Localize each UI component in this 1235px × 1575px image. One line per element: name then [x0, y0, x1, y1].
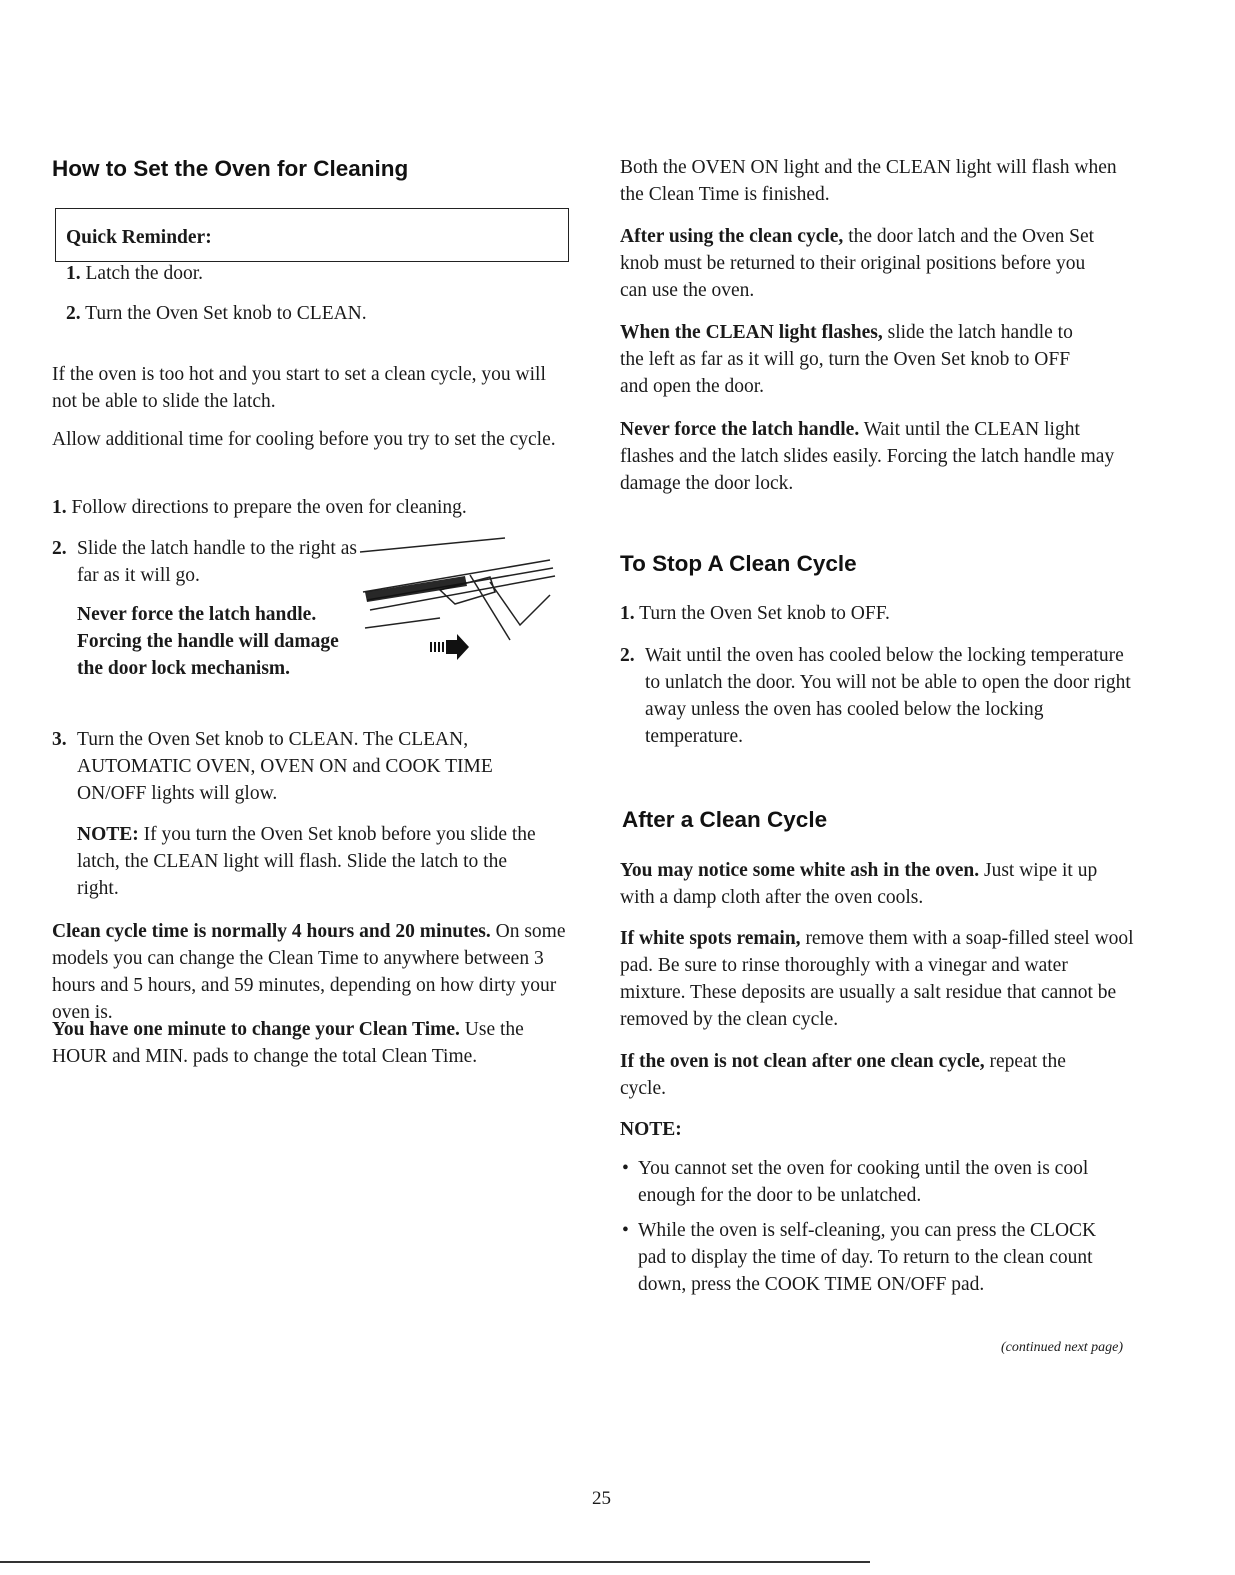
clean-light-text: slide the latch handle to the left as far as it will go, turn the Oven Set knob to OFF and open the door.: [620, 322, 1073, 397]
step-1-number: 1.: [52, 497, 67, 518]
clean-time-bold: Clean cycle time is normally 4 hours and 20 minutes.: [52, 921, 491, 942]
bullet-1: You cannot set the oven for cooking until the oven is cool enough for the door to be unlatched.: [638, 1158, 1089, 1206]
cooling-paragraph: Allow additional time for cooling before you try to set the cycle.: [52, 429, 556, 450]
bullet-1-dot: •: [622, 1158, 629, 1179]
latch-illustration: [345, 530, 570, 665]
stop-step-2-text: Wait until the oven has cooled below the locking temperature to unlatch the door. You will not be able to open the door right away unless the oven has cooled below the locking temperature.: [645, 645, 1131, 747]
clean-light-bold: When the CLEAN light flashes,: [620, 322, 883, 343]
stop-clean-cycle-heading: To Stop A Clean Cycle: [620, 551, 857, 576]
clean-light-paragraph: [620, 319, 1090, 400]
never-force-paragraph: [620, 416, 1115, 497]
step-3-text: Turn the Oven Set knob to CLEAN. The CLEAN, AUTOMATIC OVEN, OVEN ON and COOK TIME ON/OFF lights will glow.: [77, 729, 493, 804]
right-note-label: NOTE:: [620, 1119, 682, 1140]
bullet-2: While the oven is self-cleaning, you can press the CLOCK pad to display the time of day. To return to the clean count down, press the COOK TIME ON/OFF pad.: [638, 1220, 1097, 1295]
never-force-bold: Never force the latch handle.: [620, 419, 860, 440]
not-clean-text: repeat the cycle.: [620, 1051, 1066, 1099]
stop-step-1-number: 1.: [620, 603, 635, 624]
one-minute-text: Use the HOUR and MIN. pads to change the total Clean Time.: [52, 1019, 524, 1067]
page-number: 25: [592, 1488, 611, 1509]
continued-next-page: (continued next page): [1001, 1340, 1124, 1355]
white-spots-bold: If white spots remain,: [620, 928, 801, 949]
bottom-rule: [0, 1561, 870, 1563]
white-spots-paragraph: [620, 925, 1135, 1033]
note-text: If you turn the Oven Set knob before you slide the latch, the CLEAN light will flash. Slide the latch to the right.: [77, 824, 536, 899]
step-3-number: 3.: [52, 729, 67, 750]
reminder-step-1-number: 1.: [66, 263, 81, 284]
step-2-number: 2.: [52, 538, 67, 559]
page-title: How to Set the Oven for Cleaning: [52, 156, 409, 181]
flash-finished-paragraph: Both the OVEN ON light and the CLEAN light will flash when the Clean Time is finished.: [620, 157, 1117, 205]
clean-time-text: On some models you can change the Clean Time to anywhere between 3 hours and 5 hours, and 59 minutes, depending on how dirty your oven is.: [52, 921, 566, 1023]
stop-step-2-number: 2.: [620, 645, 635, 666]
step-2-text: Slide the latch handle to the right as far as it will go.: [77, 538, 357, 586]
white-ash-text: Just wipe it up with a damp cloth after the oven cools.: [620, 860, 1098, 908]
one-minute-bold: You have one minute to change your Clean Time.: [52, 1019, 460, 1040]
reminder-step-1-text: Latch the door.: [85, 263, 204, 284]
white-ash-paragraph: [620, 857, 1115, 911]
step-2-warning: Never force the latch handle. Forcing the handle will damage the door lock mechanism.: [77, 604, 339, 679]
after-using-text: the door latch and the Oven Set knob must be returned to their original positions before you can use the oven.: [620, 226, 1095, 301]
bullet-2-dot: •: [622, 1220, 629, 1241]
white-ash-bold: You may notice some white ash in the oven.: [620, 860, 980, 881]
hot-oven-paragraph: If the oven is too hot and you start to set a clean cycle, you will not be able to slide the latch.: [52, 364, 546, 412]
clean-time-paragraph: [52, 918, 577, 1026]
not-clean-paragraph: [620, 1048, 1080, 1102]
note-label: NOTE:: [77, 824, 139, 845]
after-using-paragraph: [620, 223, 1110, 304]
reminder-step-1: [66, 260, 203, 287]
white-spots-text: remove them with a soap-filled steel wool pad. Be sure to rinse thoroughly with a vinegar and water mixture. These deposits are usually a salt residue that cannot be removed by the clean cycle.: [620, 928, 1134, 1030]
reminder-heading: Quick Reminder:: [66, 227, 212, 248]
not-clean-bold: If the oven is not clean after one clean cycle,: [620, 1051, 985, 1072]
never-force-text: Wait until the CLEAN light flashes and the latch slides easily. Forcing the latch handle may damage the door lock.: [620, 419, 1115, 494]
one-minute-paragraph: [52, 1016, 557, 1070]
step-1-text: Follow directions to prepare the oven for cleaning.: [71, 497, 467, 518]
reminder-step-2: [66, 300, 367, 327]
stop-step-1-text: Turn the Oven Set knob to OFF.: [639, 603, 890, 624]
stop-step-1: [620, 600, 1120, 627]
after-using-bold: After using the clean cycle,: [620, 226, 844, 247]
reminder-step-2-number: 2.: [66, 303, 81, 324]
step-1: [52, 494, 574, 521]
reminder-step-2-text: Turn the Oven Set knob to CLEAN.: [85, 303, 367, 324]
note-paragraph: [77, 821, 537, 902]
after-clean-cycle-heading: After a Clean Cycle: [622, 807, 828, 832]
